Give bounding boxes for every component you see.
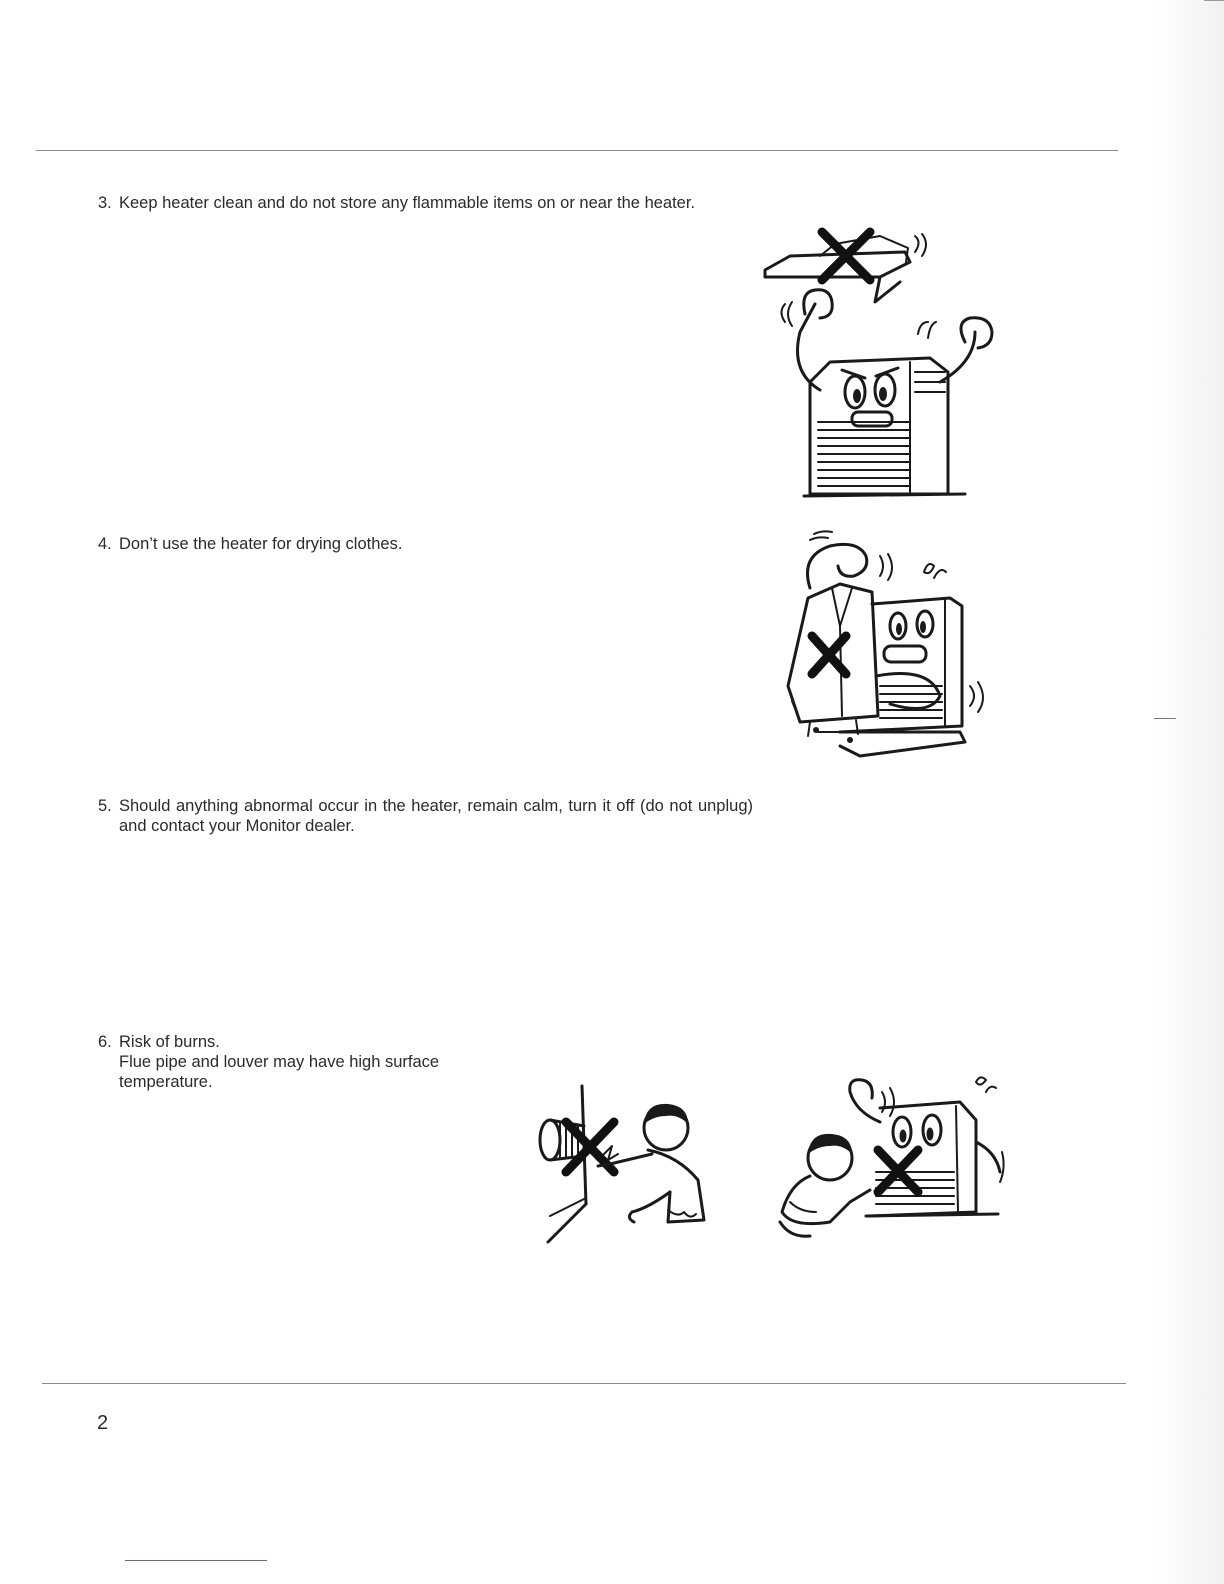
item-number: 4.	[98, 535, 112, 553]
item-number: 5.	[98, 797, 112, 815]
item-number: 3.	[98, 194, 112, 212]
heater-clothes-drying-warning-illustration	[780, 526, 1000, 766]
edge-mark	[1154, 718, 1176, 719]
item-text	[119, 1032, 519, 1092]
heater-shelf-warning-illustration	[760, 222, 1010, 512]
scan-edge-shadow	[1156, 0, 1224, 1584]
child-touching-louver-illustration	[770, 1072, 1020, 1252]
bottom-divider	[42, 1383, 1126, 1384]
footer-line	[125, 1560, 267, 1561]
child-touching-flue-pipe-illustration	[528, 1080, 718, 1250]
page-number: 2	[97, 1412, 109, 1434]
edge-mark	[1204, 0, 1224, 1]
item-text: Should anything abnormal occur in the heater, remain calm, turn it off (do not unplug) and contact your Monitor dealer.	[119, 797, 753, 835]
item-text-line: Flue pipe and louver may have high surface	[119, 1053, 440, 1071]
item-text: Keep heater clean and do not store any flammable items on or near the heater.	[119, 194, 696, 212]
item-text-line: Risk of burns.	[119, 1033, 220, 1051]
item-number: 6.	[98, 1033, 112, 1051]
top-divider	[36, 150, 1118, 151]
item-text: Don’t use the heater for drying clothes.	[119, 535, 403, 553]
item-text-line: temperature.	[119, 1073, 213, 1091]
